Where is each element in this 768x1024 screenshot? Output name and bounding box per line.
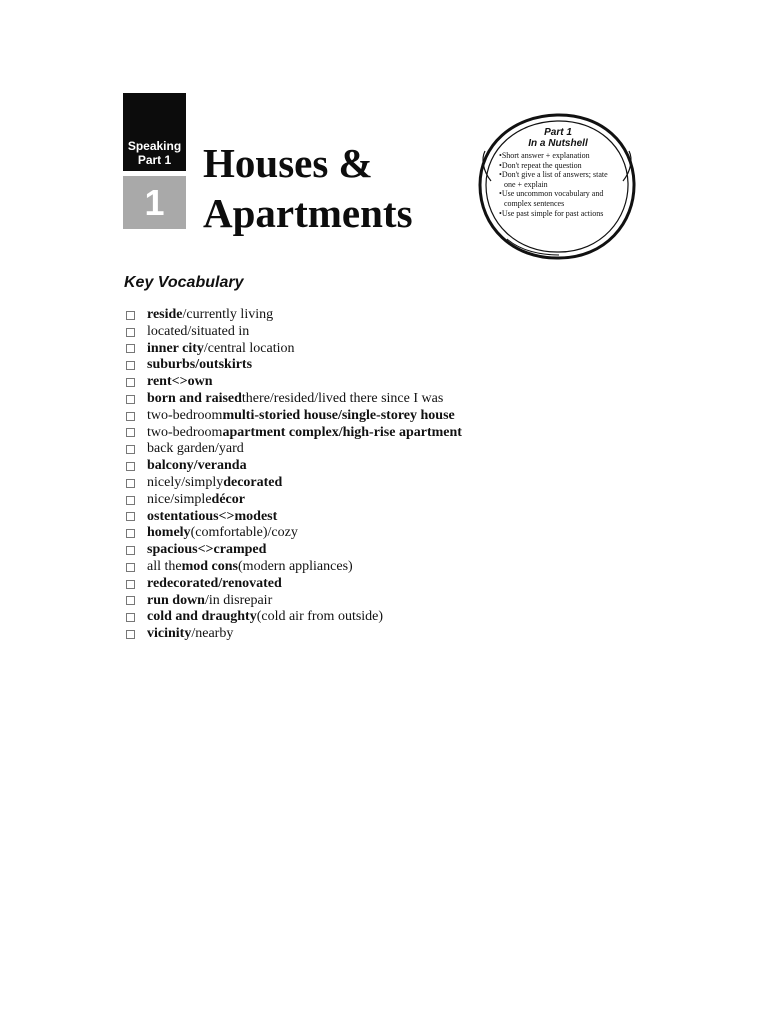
speaking-part-badge xyxy=(123,93,186,171)
vocab-rest: /currently living xyxy=(182,307,274,322)
vocab-term: décor xyxy=(211,491,245,507)
vocab-term: inner city xyxy=(147,340,204,356)
checkbox-icon[interactable] xyxy=(126,613,135,622)
vocab-term: rent<>own xyxy=(147,374,213,390)
vocab-pre: all the xyxy=(147,558,182,574)
checkbox-icon[interactable] xyxy=(126,563,135,572)
nutshell-heading-1: Part 1 xyxy=(544,127,572,138)
vocab-item xyxy=(126,374,462,391)
vocab-item xyxy=(126,341,462,358)
vocab-item xyxy=(126,324,462,341)
nutshell-callout xyxy=(477,111,637,261)
vocab-item xyxy=(126,441,462,458)
checkbox-icon[interactable] xyxy=(126,311,135,320)
nutshell-tip: • Don't give a list of answers; state one + explain xyxy=(499,170,617,189)
checkbox-icon[interactable] xyxy=(126,361,135,370)
vocab-item xyxy=(126,357,462,374)
nutshell-tip: • Use past simple for past actions xyxy=(499,209,617,219)
vocab-term: suburbs/outskirts xyxy=(147,357,253,373)
unit-number: 1 xyxy=(144,181,165,223)
unit-number-badge xyxy=(123,176,186,229)
checkbox-icon[interactable] xyxy=(126,428,135,437)
checkbox-icon[interactable] xyxy=(126,395,135,404)
vocab-item xyxy=(126,492,462,509)
badge-line-2: Part 1 xyxy=(137,153,172,167)
vocab-term: decorated xyxy=(223,474,283,490)
nutshell-tip: • Short answer + explanation xyxy=(499,151,617,161)
vocab-rest: /central location xyxy=(203,340,295,356)
vocab-rest: (comfortable)/cozy xyxy=(190,525,298,541)
vocab-pre: nice/simple xyxy=(147,491,212,507)
vocab-item xyxy=(126,609,462,626)
vocab-term: ostentatious<>modest xyxy=(147,508,278,524)
vocab-pre: located/situated in xyxy=(147,323,250,339)
vocab-item xyxy=(126,475,462,492)
vocabulary-list xyxy=(126,307,462,643)
vocab-item xyxy=(126,391,462,408)
page-title xyxy=(203,138,413,238)
badge-line-1: Speaking xyxy=(127,139,182,153)
vocab-item xyxy=(126,559,462,576)
vocab-term: apartment complex/high-rise apartment xyxy=(222,424,462,440)
vocab-term: run down xyxy=(147,592,205,608)
vocab-pre: nicely/simply xyxy=(147,474,224,490)
vocab-pre: two-bedroom xyxy=(147,424,223,440)
nutshell-tips xyxy=(499,151,617,218)
nutshell-content xyxy=(499,127,617,218)
vocab-term: reside xyxy=(147,307,183,322)
vocab-term: spacious<>cramped xyxy=(147,542,267,558)
title-line-1: Houses & xyxy=(203,140,373,186)
vocab-term: balcony/veranda xyxy=(147,458,247,474)
checkbox-icon[interactable] xyxy=(126,479,135,488)
checkbox-icon[interactable] xyxy=(126,462,135,471)
vocab-item xyxy=(126,408,462,425)
vocab-rest: there/resided/lived there since I was xyxy=(241,390,444,406)
checkbox-icon[interactable] xyxy=(126,496,135,505)
vocab-term: born and raised xyxy=(147,390,242,406)
vocab-item xyxy=(126,525,462,542)
vocab-pre: back garden/yard xyxy=(147,441,244,457)
checkbox-icon[interactable] xyxy=(126,529,135,538)
vocab-item xyxy=(126,542,462,559)
checkbox-icon[interactable] xyxy=(126,344,135,353)
nutshell-tip: • Use uncommon vocabulary and complex sentences xyxy=(499,189,617,208)
vocab-term: vicinity xyxy=(147,626,192,642)
vocab-rest: (cold air from outside) xyxy=(256,609,384,625)
checkbox-icon[interactable] xyxy=(126,378,135,387)
vocab-item xyxy=(126,458,462,475)
vocab-term: redecorated/renovated xyxy=(147,575,282,591)
title-line-2: Apartments xyxy=(203,190,413,236)
checkbox-icon[interactable] xyxy=(126,512,135,521)
checkbox-icon[interactable] xyxy=(126,580,135,589)
vocab-item xyxy=(126,626,462,643)
nutshell-heading-2: In a Nutshell xyxy=(528,138,588,149)
vocab-item xyxy=(126,307,462,324)
checkbox-icon[interactable] xyxy=(126,445,135,454)
vocab-term: mod cons xyxy=(181,558,239,574)
key-vocabulary-heading: Key Vocabulary xyxy=(124,274,244,291)
vocab-term: homely xyxy=(147,525,191,541)
vocab-item xyxy=(126,593,462,610)
checkbox-icon[interactable] xyxy=(126,328,135,337)
vocab-term: cold and draughty xyxy=(147,609,257,625)
checkbox-icon[interactable] xyxy=(126,546,135,555)
vocab-term: multi-storied house/single-storey house xyxy=(222,407,455,423)
vocab-rest: (modern appliances) xyxy=(238,558,353,574)
vocab-item xyxy=(126,509,462,526)
vocab-rest: /nearby xyxy=(191,626,234,642)
vocab-pre: two-bedroom xyxy=(147,407,223,423)
checkbox-icon[interactable] xyxy=(126,412,135,421)
checkbox-icon[interactable] xyxy=(126,596,135,605)
checkbox-icon[interactable] xyxy=(126,630,135,639)
vocab-item xyxy=(126,425,462,442)
vocab-item xyxy=(126,576,462,593)
nutshell-tip: • Don't repeat the question xyxy=(499,161,617,171)
vocab-rest: /in disrepair xyxy=(204,592,273,608)
